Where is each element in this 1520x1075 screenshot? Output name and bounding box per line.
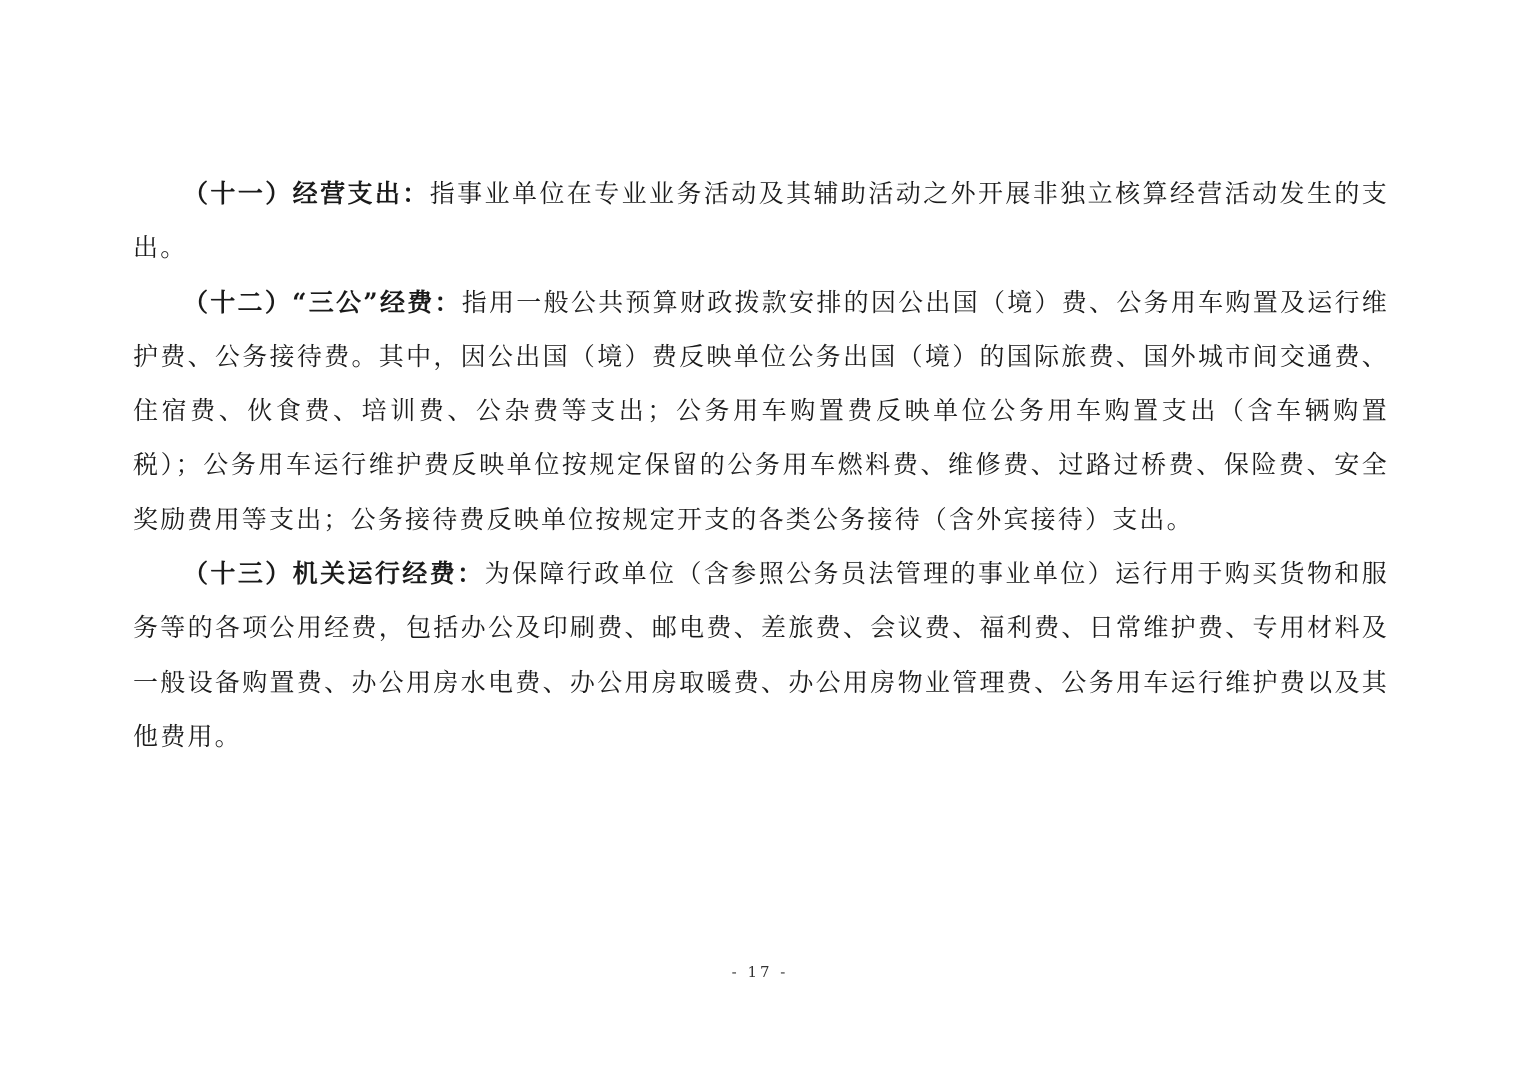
paragraph-agency-operating-funds — [133, 547, 1389, 764]
page-number: - 17 - — [731, 963, 789, 981]
term-operating-expenses: （十一）经营支出： — [183, 179, 430, 208]
term-three-public-expenses: （十二）“三公”经费： — [183, 287, 462, 317]
definition-three-public-expenses: 指用一般公共预算财政拨款安排的因公出国（境）费、公务用车购置及运行维护费、公务接待费。其中，因公出国（境）费反映单位公务出国（境）的国际旅费、国外城市间交通费、住宿费、伙食费、培训费、公杂费等支出；公务用车购置费反映单位公务用车购置支出（含车辆购置税）；公务用车运行维护费反映单位按规定保留的公务用车燃料费、维修费、过路过桥费、保险费、安全奖励费用等支出；公务接待费反映单位按规定开支的各类公务接待（含外宾接待）支出。 — [133, 287, 1389, 534]
definition-agency-operating-funds: 为保障行政单位（含参照公务员法管理的事业单位）运行用于购买货物和服务等的各项公用经费，包括办公及印刷费、邮电费、差旅费、会议费、福利费、日常维护费、专用材料及一般设备购置费、办公用房水电费、办公用房取暖费、办公用房物业管理费、公务用车运行维护费以及其他费用。 — [133, 559, 1390, 751]
term-agency-operating-funds: （十三）机关运行经费： — [183, 559, 485, 589]
definition-operating-expenses: 指事业单位在专业业务活动及其辅助活动之外开展非独立核算经营活动发生的支出。 — [133, 179, 1389, 263]
document-body — [133, 167, 1389, 764]
paragraph-operating-expenses — [133, 167, 1389, 276]
paragraph-three-public-expenses — [133, 276, 1389, 547]
